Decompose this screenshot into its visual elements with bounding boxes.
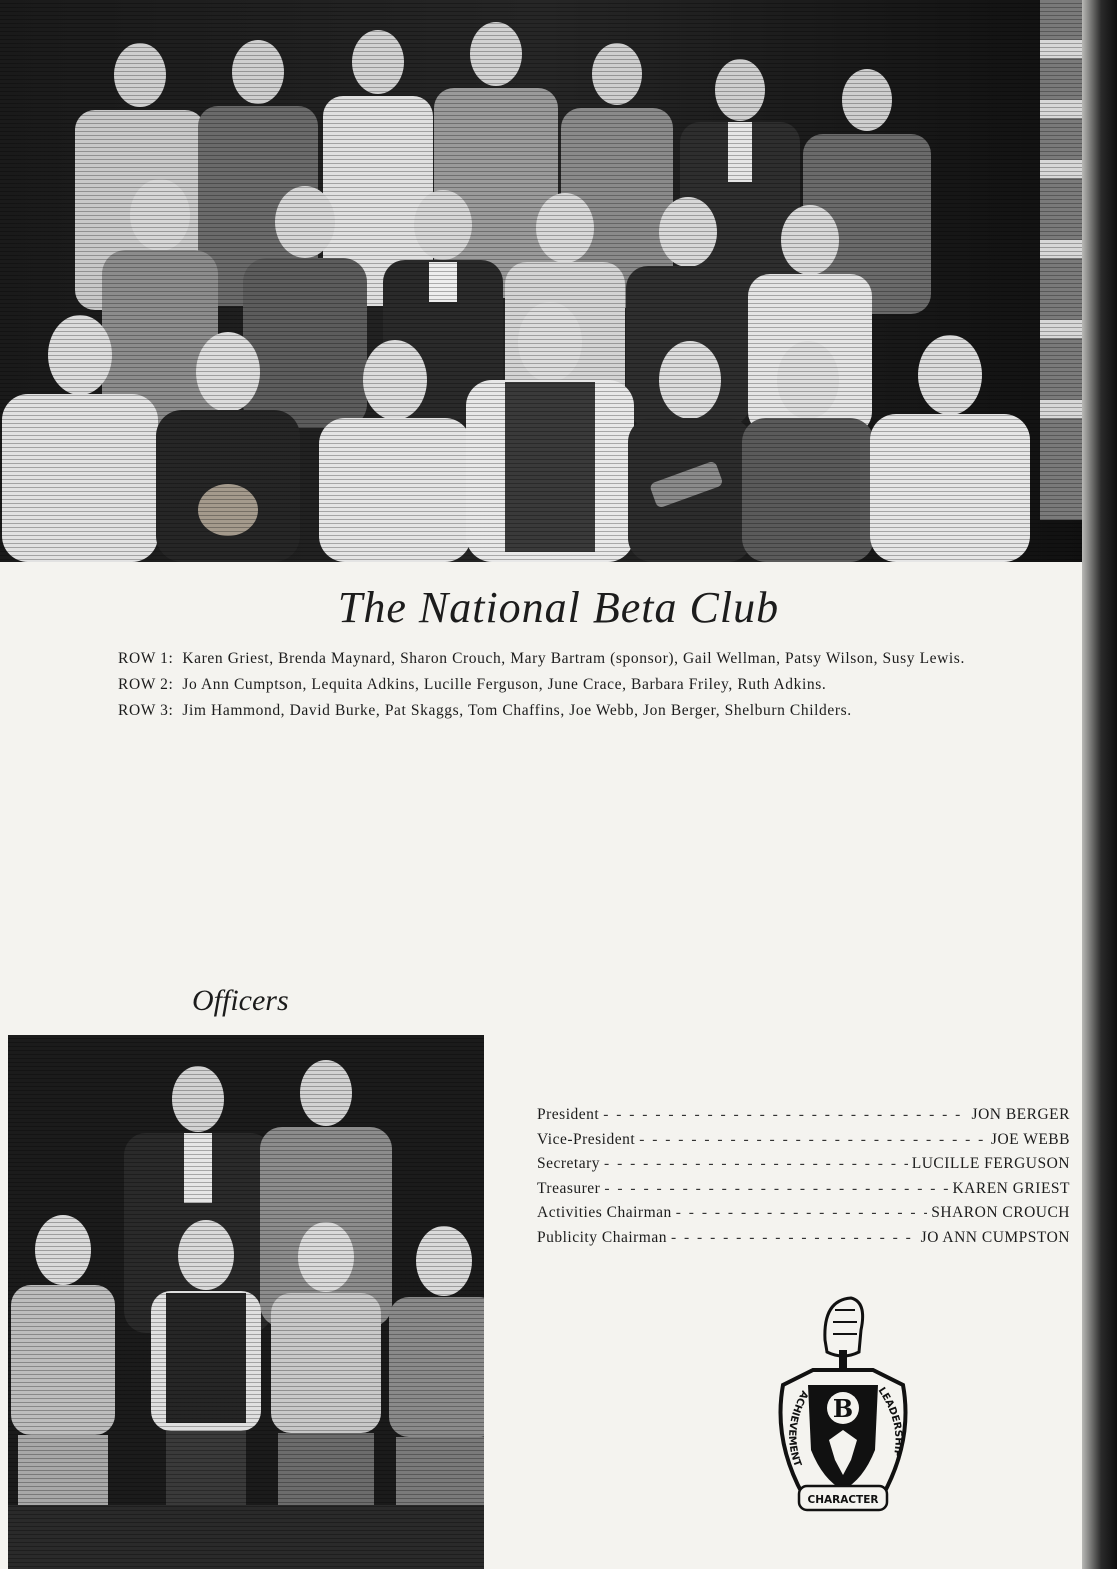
officer-role: Secretary [537,1155,601,1173]
officer-line [537,1180,1070,1205]
page-binding-edge [1082,0,1117,1569]
row-label: ROW 3: [118,702,174,719]
officer-role: Treasurer [537,1179,601,1197]
officer-name: LUCILLE FERGUSON [911,1155,1070,1173]
row-names: Jo Ann Cumptson, Lequita Adkins, Lucille Ferguson, June Crace, Barbara Friley, Ruth Adkins. [182,676,827,693]
officers-roster [537,1106,1070,1254]
officer-line [537,1229,1070,1254]
beta-club-emblem [763,1290,923,1520]
officer-role: Vice-President [537,1130,636,1148]
officer-name: JO ANN CUMPSTON [920,1228,1070,1246]
row-label: ROW 1: [118,650,174,667]
officer-line [537,1155,1070,1180]
emblem-left-word: ACHIEVEMENT [785,1388,810,1469]
row-label: ROW 2: [118,676,174,693]
officer-line [537,1204,1070,1229]
caption-row-1 [118,646,1018,672]
officer-name: KAREN GRIEST [952,1179,1070,1197]
emblem-letter: B [832,1394,854,1423]
page-title: The National Beta Club [337,583,780,632]
officer-name: JON BERGER [971,1106,1070,1123]
officers-heading: Officers [192,984,289,1017]
group-photo-image [0,0,1082,562]
emblem-right-word: LEADERSHIP [875,1385,904,1459]
row-names: Karen Griest, Brenda Maynard, Sharon Crouch, Mary Bartram (sponsor), Gail Wellman, Patsy Wilson, Susy Lewis. [182,650,965,667]
officer-role: Activities Chairman [537,1204,672,1222]
officers-photo-image [8,1035,484,1569]
officer-line [537,1106,1070,1131]
group-photo [0,0,1082,562]
caption-row-3 [118,698,1018,724]
emblem-bottom-word: CHARACTER [807,1494,879,1506]
photo-caption [118,646,1018,724]
caption-row-2 [118,672,1018,698]
officer-name: JOE WEBB [990,1130,1070,1148]
row-names: Jim Hammond, David Burke, Pat Skaggs, Tom Chaffins, Joe Webb, Jon Berger, Shelburn Childers. [182,702,852,719]
officer-name: SHARON CROUCH [931,1204,1070,1222]
officer-role: President [537,1106,600,1123]
officer-role: Publicity Chairman [537,1228,667,1246]
officer-line [537,1131,1070,1156]
officers-photo [8,1035,484,1569]
